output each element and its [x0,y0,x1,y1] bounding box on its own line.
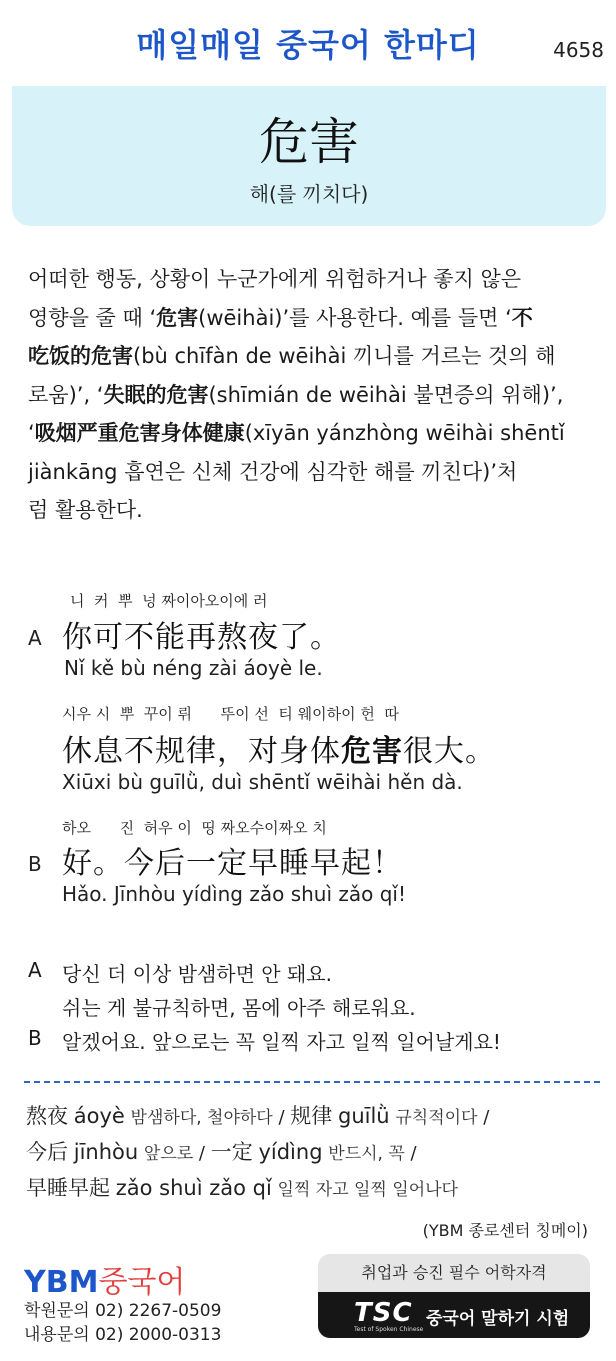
contact-academy: 학원문의 02) 2267-0509 [24,1301,222,1321]
dialogue-hanzi: 休息不规律，对身体危害很大。 [62,734,496,769]
explanation-text: (shīmián de wēihài 불면증의 위해)’, [208,382,564,407]
vocab-hanzi: 早睡早起 [26,1176,110,1200]
dialogue-pinyin: Nǐ kě bù néng zài áoyè le. [64,656,323,680]
explanation-text: jiànkāng 흡연은 신체 건강에 심각한 해를 끼친다)’처 [28,459,518,484]
chinese-example: 吸烟严重危害身体健康 [34,421,245,445]
vocab-pinyin: guīlǜ [337,1104,390,1128]
hero-hanzi: 危害 [259,113,359,171]
tsc-banner [318,1254,590,1338]
explanation-line [28,414,598,453]
speaker-label: A [28,626,42,650]
translation-line: 쉬는 게 불규칙하면, 몸에 아주 해로워요. [62,996,416,1020]
chinese-example: 危害 [156,305,199,330]
explanation-line [28,299,598,338]
tsc-logo-bar [318,1292,590,1338]
vocab-line [26,1172,458,1202]
translation-line: 당신 더 이상 밤샘하면 안 돼요. [62,962,332,986]
dialogue-hanzi: 你可不能再熬夜了。 [62,620,341,655]
dialogue-ruby: 하오 진 허우 이 띵 짜오수이짜오 치 [62,819,327,837]
speaker-label: B [28,852,42,876]
chinese-example: 不 [511,305,533,330]
dialogue-pinyin: Xiūxi bù guīlǜ, duì shēntǐ wēihài hěn dà. [62,770,463,794]
explanation-line [28,376,598,415]
tsc-logo-subtitle: Test of Spoken Chinese [354,1326,424,1333]
explanation-text: 럼 활용한다. [28,498,143,522]
vocab-meaning: 일찍 자고 일찍 일어나다 [277,1180,458,1200]
vocab-pinyin: jīnhòu [73,1140,139,1164]
tsc-logo: TSC [354,1298,413,1328]
header-title: 매일매일 중국어 한마디 [136,26,480,64]
vocab-pinyin: áoyè [73,1104,125,1128]
dialogue-pinyin: Hǎo. Jīnhòu yídìng zǎo shuì zǎo qǐ! [62,882,406,906]
explanation-text: 로움)’, ‘ [28,382,104,407]
contact-content: 내용문의 02) 2000-0313 [24,1325,222,1345]
translation-line: 알겠어요. 앞으로는 꼭 일찍 자고 일찍 일어날게요! [62,1030,501,1054]
explanation-line [28,260,598,299]
explanation-text: 영향을 줄 때 ‘ [28,305,157,330]
explanation-line [28,337,598,376]
ybm-logo: YBM중국어 [24,1265,186,1300]
explanation-line [28,453,598,492]
tsc-tagline: 취업과 승진 필수 어학자격 [361,1263,547,1282]
issue-number: 4658 [553,38,604,62]
vocab-hanzi: 今后 [26,1140,68,1164]
dialogue-ruby: 니 커 뿌 넝 짜이아오이에 러 [70,592,268,610]
explanation-line [28,491,598,530]
explanation-text: 어떠한 행동, 상황이 누군가에게 위험하거나 좋지 않은 [28,267,522,291]
explanation-text: (xīyān yánzhòng wēihài shēntǐ [244,421,565,445]
vocab-line: 今后 jīnhòu 앞으로 / 一定 yídìng 반드시, 꼭 / [26,1140,417,1164]
vocab-hanzi: 规律 [290,1104,333,1128]
vocab-line: 熬夜 áoyè 밤샘하다, 철야하다 / 规律 guīlǜ 규칙적이다 / [26,1104,490,1128]
vocab-hanzi: 熬夜 [26,1104,68,1128]
dashed-divider [24,1081,600,1083]
vocab-hanzi: 一定 [210,1140,253,1164]
tsc-exam-name: 중국어 말하기 시험 [426,1309,570,1329]
dialogue-ruby: 시우 시 뿌 꾸이 뤼 뚜이 선 티 웨이하이 헌 따 [62,705,399,723]
speaker-label: A [28,958,42,982]
hero-meaning: 해(를 끼치다) [249,182,369,206]
author-credit: (YBM 종로센터 칭메이) [422,1221,588,1240]
vocab-pinyin: zǎo shuì zǎo qǐ [115,1176,272,1200]
chinese-example: 失眠的危害 [103,382,209,407]
dialogue-keyword: 危害 [341,734,403,769]
vocab-meaning: 앞으로 [143,1144,194,1164]
explanation-text: (wēihài)’를 사용한다. 예를 들면 ‘ [198,305,512,330]
explanation-text: ‘ [28,421,35,445]
vocab-meaning: 반드시, 꼭 [328,1144,405,1164]
vocab-meaning: 밤샘하다, 철야하다 [130,1108,273,1128]
explanation-paragraph [28,260,598,530]
explanation-text: (bù chīfàn de wēihài 끼니를 거르는 것의 해 [133,344,556,368]
dialogue-hanzi: 好。今后一定早睡早起！ [62,846,403,881]
vocab-meaning: 규칙적이다 [395,1108,478,1128]
vocab-pinyin: yídìng [258,1140,323,1164]
chinese-example: 吃饭的危害 [28,344,133,368]
speaker-label: B [28,1026,42,1050]
